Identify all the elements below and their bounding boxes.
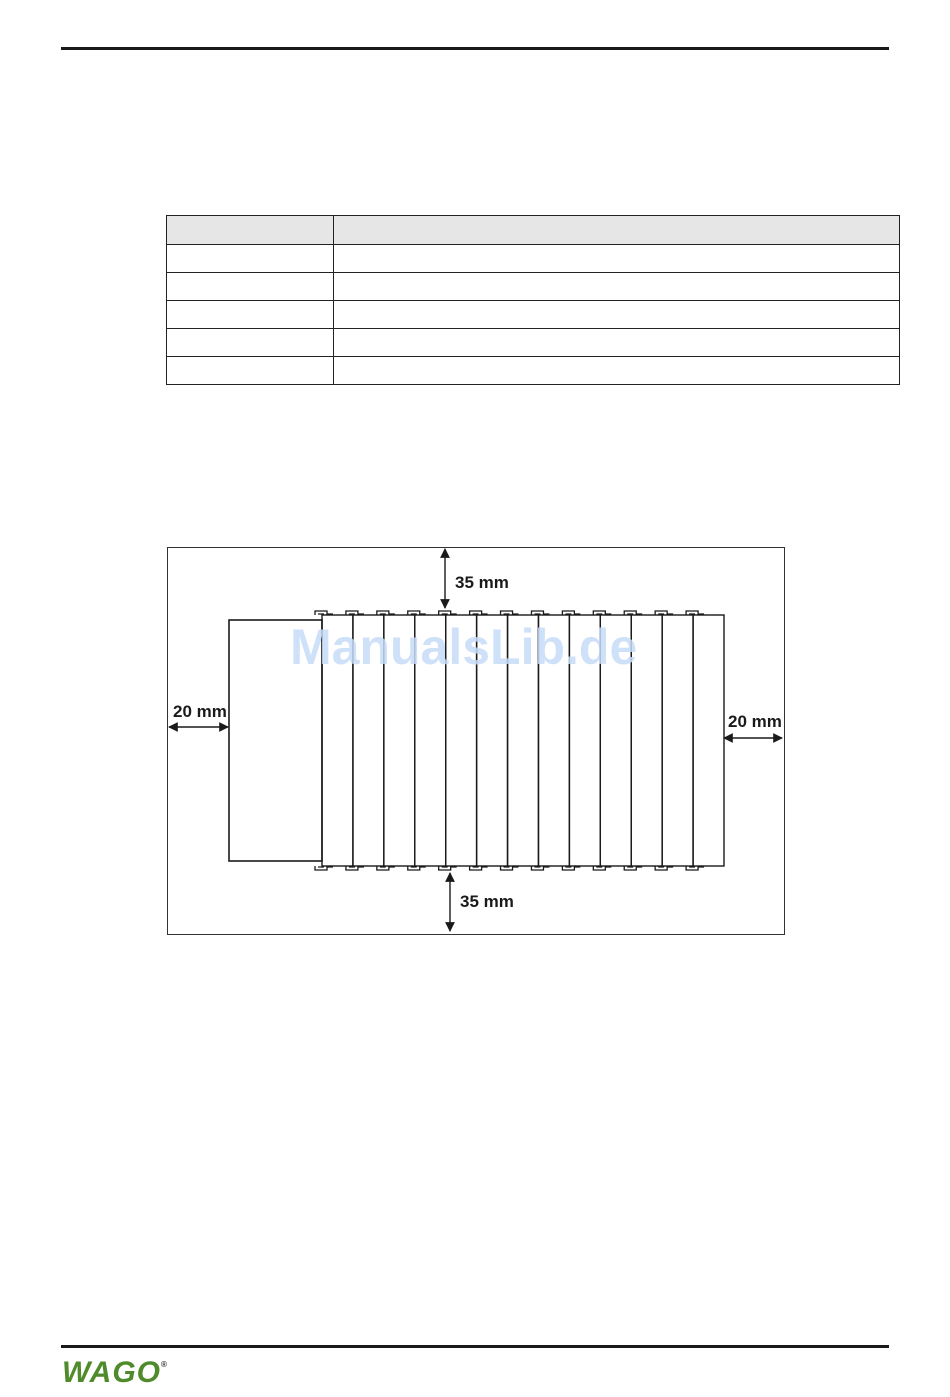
bottom-clearance-label: 35 mm [460,892,514,911]
watermark: ManualsLib.de [290,619,638,675]
io-module [693,615,724,866]
footer-rule [61,1345,889,1348]
io-module [662,615,693,866]
top-clearance-label: 35 mm [455,573,509,592]
left-clearance-label: 20 mm [173,702,227,721]
wago-logo: WAGO® [62,1356,168,1389]
module-latch-top [315,611,333,615]
right-clearance-label: 20 mm [728,712,782,731]
module-latch-bottom [315,866,333,870]
